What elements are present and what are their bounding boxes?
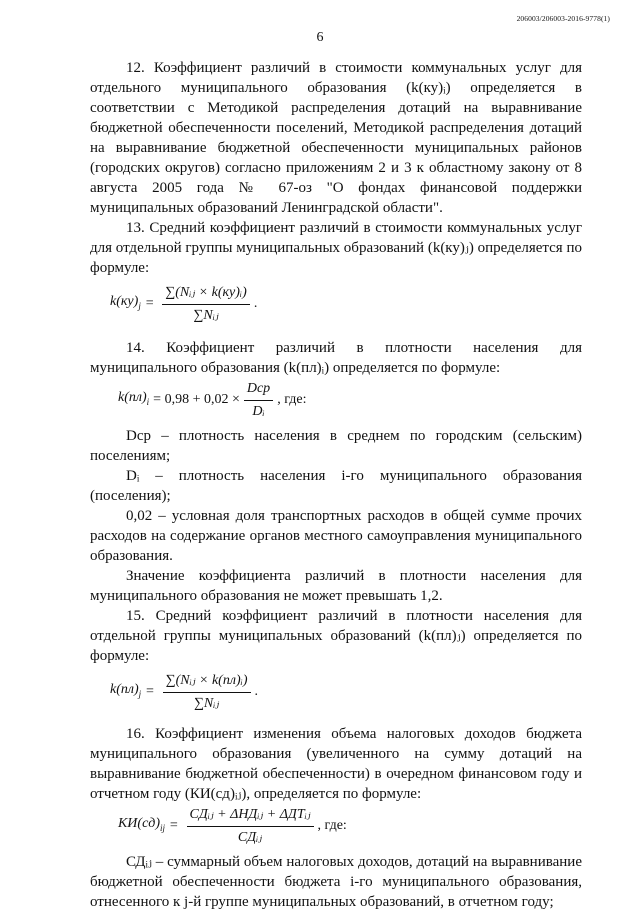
formula-lhs: $k(ку)_j$ bbox=[110, 294, 141, 311]
definition-0-02: 0,02 – условная доля транспортных расходов в общей сумме прочих расходов на содержание органов местного самоуправления муниципального образования. bbox=[90, 508, 582, 564]
paragraph-12: 12. Коэффициент различий в стоимости коммунальных услуг для отдельного муниципального образования (k(ку)ᵢ) определяется в соответствии с Методикой распределения дотаций на выравнивание бюджетной обеспеченности поселений, Методикой распределения дотаций на выравнивание бюджетной обеспеченности муниципальных районов (городских округов) согласно приложениям 2 и 3 к областному закону от 8 августа 2005 года № 67-оз "О фондах финансовой поддержки муниципальных образований Ленинградской области". bbox=[90, 60, 582, 216]
definition-dcp: Dср – плотность населения в среднем по городским (сельским) поселениям; bbox=[90, 428, 582, 464]
formula-end: . bbox=[254, 684, 258, 699]
formula-eq: = bbox=[145, 684, 155, 699]
formula-numerator: СДᵢⱼ + ΔНДᵢⱼ + ΔДТᵢⱼ bbox=[187, 805, 314, 827]
density-limit-note: Значение коэффициента различий в плотности населения для муниципального образования не может превышать 1,2. bbox=[90, 568, 582, 604]
formula-eq: = bbox=[144, 296, 155, 311]
formula-end: . bbox=[253, 296, 258, 311]
formula-denominator: Dᵢ bbox=[252, 403, 265, 419]
page-number: 6 bbox=[316, 30, 324, 45]
formula-lhs: $k(пл)_i$ bbox=[118, 390, 150, 407]
document-id: 206003/206003-2016-9778(1) bbox=[516, 14, 610, 23]
formula-numerator: ∑(Nᵢⱼ × k(ку)ᵢ) bbox=[162, 283, 250, 305]
paragraph-15: 15. Средний коэффициент различий в плотности населения для отдельной группы муниципальных образований (k(пл)ⱼ) определяется по формуле: bbox=[90, 608, 582, 664]
definition-di: Dᵢ – плотность населения i-го муниципального образования (поселения); bbox=[90, 468, 582, 504]
formula-denominator: ∑Nᵢⱼ bbox=[193, 307, 219, 323]
formula-density-coef bbox=[118, 378, 582, 422]
formula-fraction bbox=[187, 805, 314, 848]
formula-denominator: СДᵢⱼ bbox=[237, 829, 263, 845]
formula-end: , где: bbox=[277, 392, 307, 407]
formula-numerator: Dср bbox=[244, 379, 273, 401]
formula-tax-change-coef bbox=[118, 804, 582, 848]
paragraph-13: 13. Средний коэффициент различий в стоимости коммунальных услуг для отдельной группы муниципальных образований (k(ку)ⱼ) определяется по формуле: bbox=[90, 220, 582, 276]
formula-fraction bbox=[163, 671, 251, 714]
document-body bbox=[90, 58, 582, 912]
formula-end: , где: bbox=[317, 818, 347, 833]
formula-fraction bbox=[244, 379, 273, 422]
formula-lhs: $k(пл)_j$ bbox=[110, 682, 142, 699]
formula-avg-utility-coef bbox=[110, 278, 582, 330]
formula-rhs: = 0,98 + 0,02 × bbox=[153, 392, 240, 407]
formula-eq: = bbox=[169, 818, 179, 833]
formula-denominator: ∑Nᵢⱼ bbox=[193, 695, 220, 711]
formula-fraction bbox=[162, 283, 250, 326]
definition-sd: СДᵢⱼ – суммарный объем налоговых доходов, дотаций на выравнивание бюджетной обеспеченности бюджета i-го муниципального образования, отнесенного к j-й группе муниципальных образований, в отчетном году; bbox=[90, 854, 582, 910]
formula-numerator: ∑(Nᵢⱼ × k(пл)ᵢ) bbox=[163, 671, 251, 693]
paragraph-14: 14. Коэффициент различий в плотности населения для муниципального образования (k(пл)ᵢ) определяется по формуле: bbox=[90, 340, 582, 376]
paragraph-16: 16. Коэффициент изменения объема налоговых доходов бюджета муниципального образования (увеличенного на сумму дотаций на выравнивание бюджетной обеспеченности) в очередном финансовом году и отчетном году (КИ(сд)ᵢⱼ), определяется по формуле: bbox=[90, 726, 582, 802]
formula-lhs: $КИ(сд)_{ij}$ bbox=[118, 816, 166, 833]
formula-avg-density-coef bbox=[110, 666, 582, 718]
